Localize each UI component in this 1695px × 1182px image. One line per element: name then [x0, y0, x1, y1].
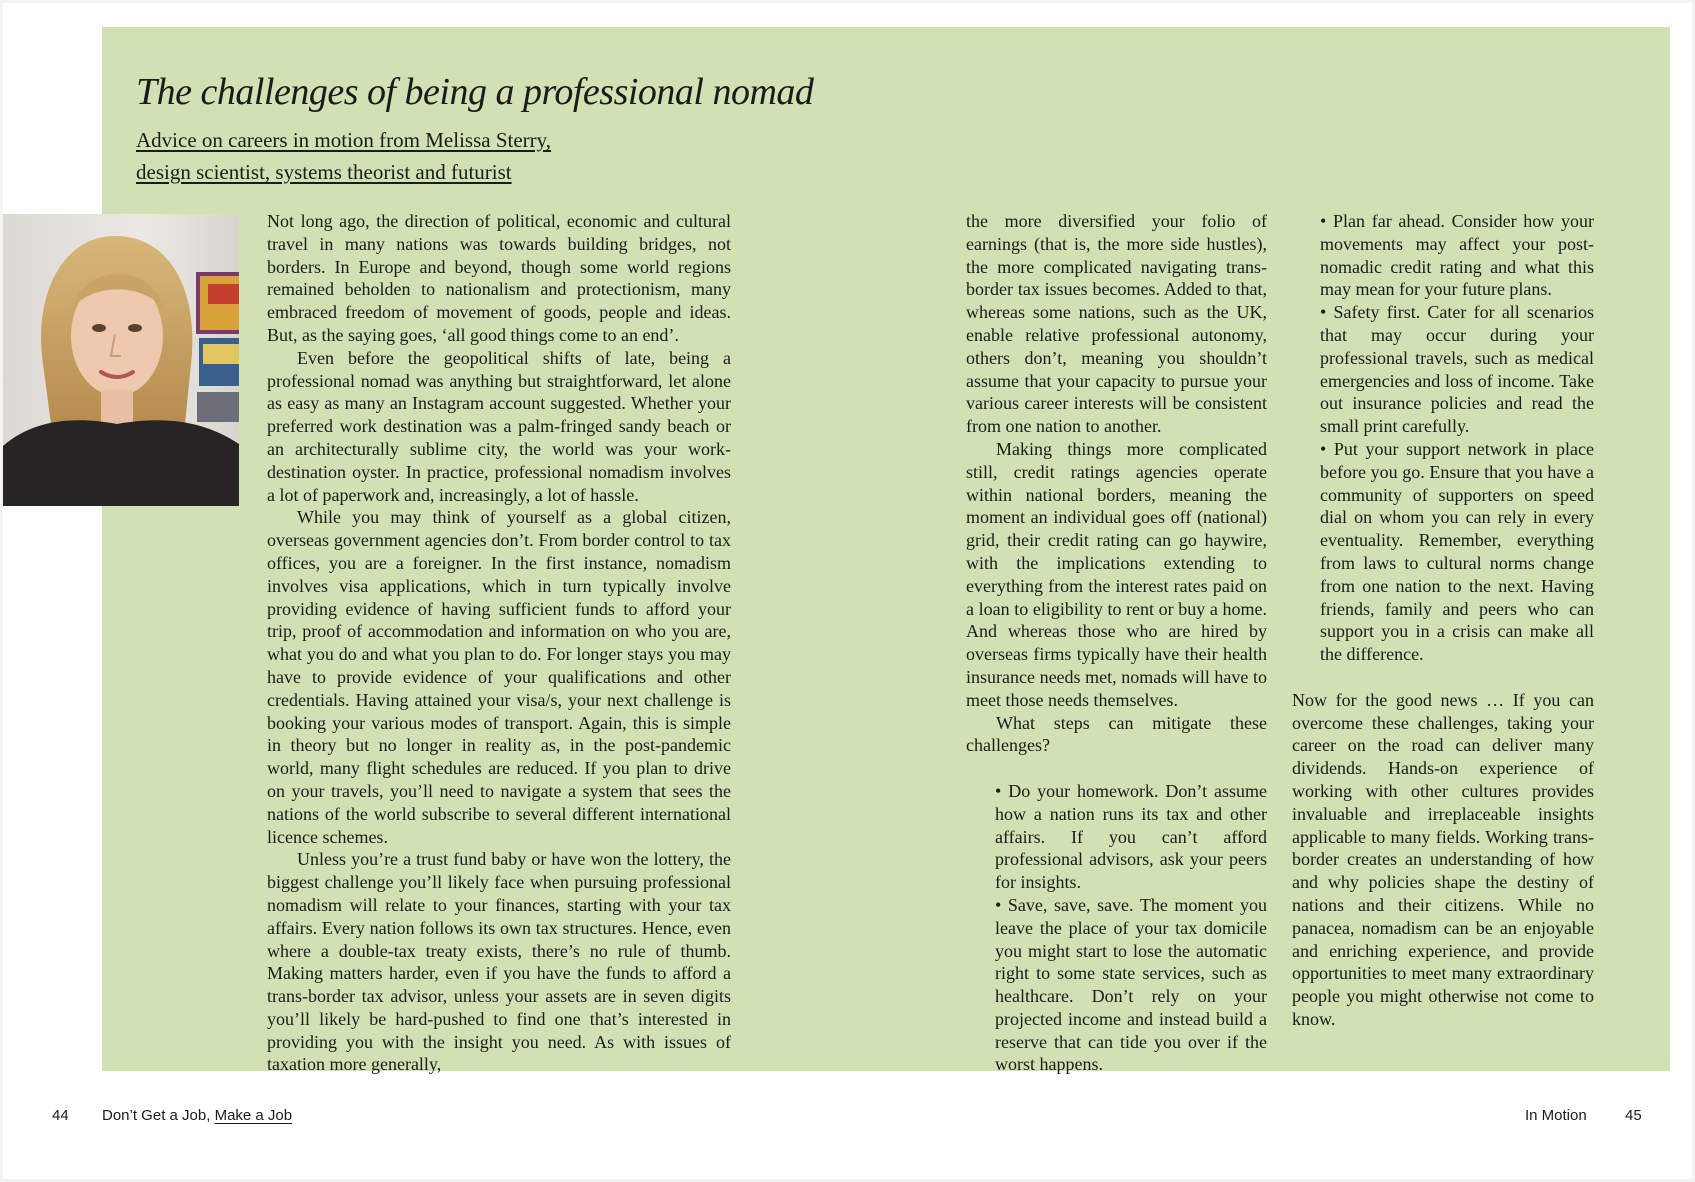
standfirst-line: design scientist, systems theorist and futurist: [136, 160, 512, 184]
paragraph: the more diversified your folio of earnings (that is, the more side hustles), the more complicated navigating trans-border tax issues becomes. Added to that, whereas some nations, such as the UK, enable relative professional autonomy, others don’t, meaning you shouldn’t assume that your capacity to pursue your various career interests will be consistent from one nation to another.: [966, 211, 1267, 437]
page-number-right: 45: [1625, 1107, 1642, 1124]
tips-list: [1292, 210, 1594, 666]
running-title: [102, 1107, 292, 1124]
portrait-image: [3, 214, 239, 506]
paragraph: Even before the geopolitical shifts of late, being a professional nomad was anything but straightforward, let alone as easy as many an Instagram account suggested. Whether your preferred work destination was a palm-fringed sandy beach or an architecturally sublime city, the world was your work-destination oyster. In practice, professional nomadism involves a lot of paperwork and, increasingly, a lot of hassle.: [267, 347, 731, 505]
article-title: The challenges of being a professional nomad: [136, 71, 814, 113]
page-number-left: 44: [52, 1107, 69, 1124]
list-item: • Save, save, save. The moment you leave the place of your tax domicile you might start to lose the automatic right to some state services, such as healthcare. Don’t rely on your projected income and instead build a reserve that can tide you over if the worst happens.: [995, 894, 1267, 1075]
paragraph: What steps can mitigate these challenges?: [966, 712, 1267, 756]
article-column-2: [966, 210, 1267, 1076]
article-column-1: [267, 210, 731, 1076]
paragraph: Unless you’re a trust fund baby or have won the lottery, the biggest challenge you’ll likely face when pursuing professional nomadism will relate to your finances, starting with your tax affairs. Every nation follows its own tax structures. Hence, even where a double-tax treaty exists, there’s no rule of thumb. Making matters harder, even if you have the funds to afford a trans-border tax advisor, unless your assets are in seven digits you’ll likely be hard-pushed to find one that’s interested in providing you with the insight you need. As with issues of taxation more generally,: [267, 849, 731, 1075]
closing-paragraph: Now for the good news … If you can overcome these challenges, taking your career on the road can deliver many dividends. Hands-on experience of working with other cultures provides invaluable and irreplaceable insights applicable to many fields. Working trans-border creates an understanding of how and why policies shape the destiny of nations and their citizens. While no panacea, nomadism can be an enjoyable and enriching experience, and provide opportunities to meet many extraordinary people you might otherwise not come to know.: [1292, 689, 1594, 1029]
standfirst-line: Advice on careers in motion from Melissa Sterry,: [136, 128, 552, 152]
section-title: In Motion: [1525, 1107, 1587, 1124]
book-title: Don’t Get a Job,: [102, 1107, 211, 1124]
article-column-3: [1292, 210, 1594, 1031]
author-photo: [3, 214, 239, 506]
list-item: • Safety first. Cater for all scenarios that may occur during your professional travels, such as medical emergencies and loss of income. Take out insurance policies and read the small print carefully.: [1320, 302, 1594, 437]
paragraph: Not long ago, the direction of political, economic and cultural travel in many nations was towards building bridges, not borders. In Europe and beyond, though some world regions remained beholden to nationalism and protectionism, many embraced freedom of movement of goods, people and ideas. But, as the saying goes, ‘all good things come to an end’.: [267, 211, 731, 345]
tips-list: [966, 780, 1267, 1076]
paragraph: While you may think of yourself as a global citizen, overseas government agencies don’t. From border control to tax offices, you are a foreigner. In the first instance, nomadism involves visa applications, which in turn typically involve providing evidence of having sufficient funds to afford your trip, proof of accommodation and information on who you are, what you do and what you plan to do. For longer stays you may have to provide evidence of your qualifications and other credentials. Having attained your visa/s, your next challenge is booking your various modes of transport. Again, this is simple in theory but no longer in reality as, in the post-pandemic world, many flight schedules are reduced. If you plan to drive on your travels, you’ll need to navigate a system that sees the nations of the world subscribe to several different international licence schemes.: [267, 507, 731, 847]
list-item: • Do your homework. Don’t assume how a nation runs its tax and other affairs. If you can’t afford professional advisors, ask your peers for insights.: [995, 780, 1267, 893]
list-item: • Plan far ahead. Consider how your movements may affect your post-nomadic credit rating and what this may mean for your future plans.: [1320, 211, 1594, 300]
standfirst: [136, 124, 736, 188]
list-item: • Put your support network in place before you go. Ensure that you have a community of supporters on speed dial on whom you can rely in every eventuality. Remember, everything from laws to cultural norms change from one nation to the next. Having friends, family and peers who can support you in a crisis can make all the difference.: [1320, 438, 1594, 665]
paragraph: Making things more complicated still, credit ratings agencies operate within national borders, meaning the moment an individual goes off (national) grid, their credit rating can go haywire, with the implications extending to everything from the interest rates paid on a loan to eligibility to rent or buy a home. And whereas those who are hired by overseas firms typically have their health insurance needs met, nomads will have to meet those needs themselves.: [966, 438, 1267, 710]
book-title-link: Make a Job: [214, 1107, 293, 1124]
